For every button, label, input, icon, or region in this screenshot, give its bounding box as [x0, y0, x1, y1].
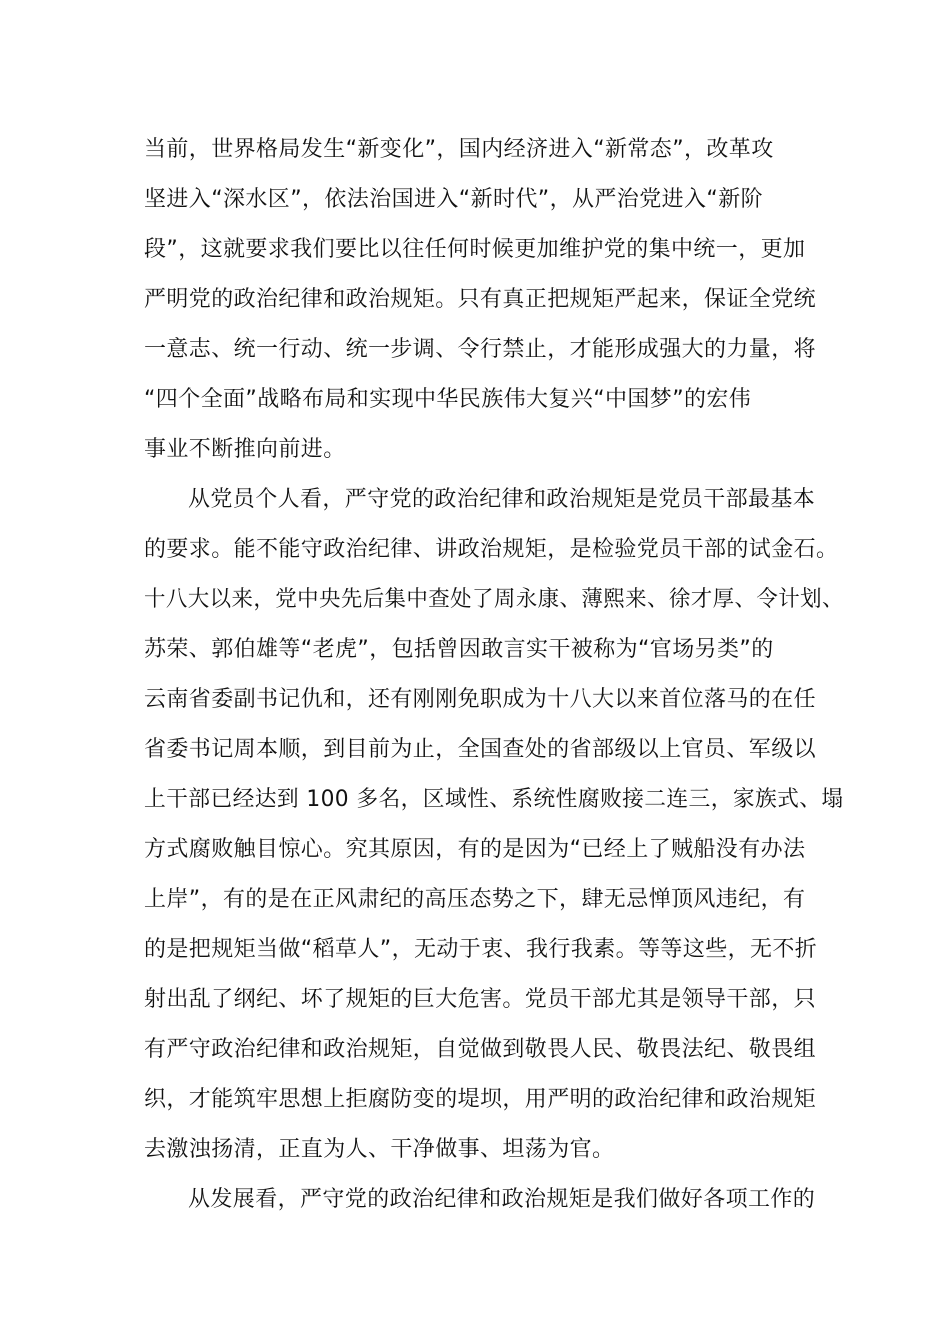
text-line: 当前，世界格局发生“新变化”，国内经济进入“新常态”，改革攻	[144, 137, 774, 162]
text-line: 省委书记周本顺，到目前为止，全国查处的省部级以上官员、军级以	[144, 737, 817, 762]
text-line: 的是把规矩当做“稻草人”，无动于衷、我行我素。等等这些，无不折	[144, 937, 818, 962]
text-line: “四个全面”战略布局和实现中华民族伟大复兴“中国梦”的宏伟	[144, 387, 752, 412]
text-line: 去激浊扬清，正直为人、干净做事、坦荡为官。	[144, 1137, 615, 1162]
text-line: 严明党的政治纪律和政治规矩。只有真正把规矩严起来，保证全党统	[144, 287, 817, 312]
text-line: 的要求。能不能守政治纪律、讲政治规矩，是检验党员干部的试金石。	[144, 537, 839, 562]
text-line: 云南省委副书记仇和，还有刚刚免职成为十八大以来首位落马的在任	[144, 687, 817, 712]
text-line: 上岸”，有的是在正风肃纪的高压态势之下，肆无忌惮顶风违纪，有	[144, 887, 806, 912]
text-line: 上干部已经达到 100 多名，区域性、系统性腐败接二连三，家族式、塌	[144, 787, 844, 812]
text-line: 段”，这就要求我们要比以往任何时候更加维护党的集中统一，更加	[144, 237, 806, 262]
text-line: 坚进入“深水区”，依法治国进入“新时代”，从严治党进入“新阶	[144, 187, 763, 212]
text-line: 十八大以来，党中央先后集中查处了周永康、薄熙来、徐才厚、令计划、	[144, 587, 844, 612]
paragraph-first-line: 从党员个人看，严守党的政治纪律和政治规矩是党员干部最基本	[188, 487, 816, 512]
text-line: 有严守政治纪律和政治规矩，自觉做到敬畏人民、敬畏法纪、敬畏组	[144, 1037, 817, 1062]
text-line: 一意志、统一行动、统一步调、令行禁止，才能形成强大的力量，将	[144, 337, 817, 362]
text-line: 事业不断推向前进。	[144, 437, 346, 462]
text-line: 苏荣、郭伯雄等“老虎”，包括曾因敢言实干被称为“官场另类”的	[144, 637, 774, 662]
text-line: 射出乱了纲纪、坏了规矩的巨大危害。党员干部尤其是领导干部，只	[144, 987, 817, 1012]
paragraph-first-line: 从发展看，严守党的政治纪律和政治规矩是我们做好各项工作的	[188, 1187, 816, 1212]
text-line: 织，才能筑牢思想上拒腐防变的堤坝，用严明的政治纪律和政治规矩	[144, 1087, 817, 1112]
text-line: 方式腐败触目惊心。究其原因，有的是因为“已经上了贼船没有办法	[144, 837, 806, 862]
